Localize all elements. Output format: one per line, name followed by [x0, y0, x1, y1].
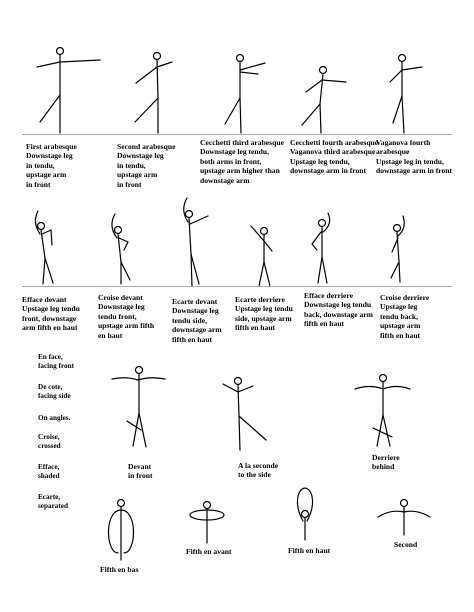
figure-efface-devant: [35, 211, 53, 284]
glossary-croise: Croise, crossed: [38, 433, 61, 450]
caption-vaganova-fourth-arabesque: Vaganova fourth arabesque Upstage leg in tendu, downstage arm in front: [376, 138, 453, 176]
caption-first-arabesque: First arabesque Downstage leg in tendu, upstage arm in front: [26, 142, 77, 189]
glossary-de-cote: De cote, facing side: [38, 383, 71, 400]
caption-fifth-en-haut: Fifth en haut: [288, 546, 331, 555]
caption-ecarte-devant: Ecarte devant Downstage leg tendu side, downstage arm fifth en haut: [172, 297, 222, 344]
floor-line-row2: [22, 286, 452, 287]
caption-cecchetti-fourth-arabesque: Cecchetti fourth arabesque Vaganova third arabesque Upstage leg tendu, downstage arm in front: [290, 138, 379, 176]
figure-cecchetti-third-arabesque: [225, 55, 265, 134]
caption-efface-derriere: Efface derriere Downstage leg tendu back, downstage arm fifth en haut: [304, 291, 373, 329]
glossary-efface: Efface, shaded: [38, 463, 60, 480]
figure-second-arabesque: [135, 53, 172, 134]
caption-croise-derriere: Croise derriere Upstage leg tendu back, upstage arm fifth en haut: [380, 293, 430, 340]
glossary-en-face: En face, facing front: [38, 353, 75, 370]
caption-a-la-seconde: A la seconde to the side: [238, 461, 279, 480]
figure-ecarte-devant: [184, 198, 208, 286]
figure-vaganova-fourth-arabesque: [390, 55, 422, 134]
figure-cecchetti-fourth-arabesque: [302, 67, 346, 134]
figure-fifth-en-haut: [297, 488, 312, 540]
caption-efface-devant: Efface devant Upstage leg tendu front, downstage arm fifth en haut: [22, 295, 80, 333]
figure-ecarte-derriere: [251, 226, 272, 286]
figure-derriere: [355, 375, 410, 447]
caption-second-arabesque: Second arabesque Downstage leg in tendu, upstage arm in front: [117, 142, 176, 189]
glossary-ecarte: Ecarte, separated: [38, 493, 68, 510]
caption-fifth-en-bas: Fifth en bas: [100, 565, 139, 574]
caption-derriere: Derriere behind: [372, 453, 400, 472]
figure-croise-derriere: [391, 216, 404, 282]
floor-line-row1: [22, 134, 452, 135]
figure-fifth-en-avant: [190, 502, 224, 544]
caption-second: Second: [394, 540, 418, 549]
caption-devant: Devant in front: [128, 462, 153, 481]
figure-efface-derriere: [312, 213, 330, 283]
caption-croise-devant: Croise devant Downstage leg tendu front, upstage arm fifth en haut: [98, 293, 155, 340]
figure-first-arabesque: [37, 48, 100, 134]
figure-croise-devant: [112, 214, 130, 284]
glossary-on-angles: On angles.: [38, 414, 71, 422]
figure-fifth-en-bas: [109, 500, 134, 561]
figure-a-la-seconde: [223, 378, 266, 451]
figure-second: [378, 500, 430, 536]
caption-ecarte-derriere: Ecarte derriere Upstage leg tendu side, upstage arm fifth en haut: [235, 295, 293, 333]
caption-fifth-en-avant: Fifth en avant: [186, 547, 232, 556]
figure-devant: [112, 367, 165, 448]
caption-cecchetti-third-arabesque: Cecchetti third arabesque Downstage leg tendu, both arms in front, upstage arm higher than downstage arm: [200, 138, 284, 185]
